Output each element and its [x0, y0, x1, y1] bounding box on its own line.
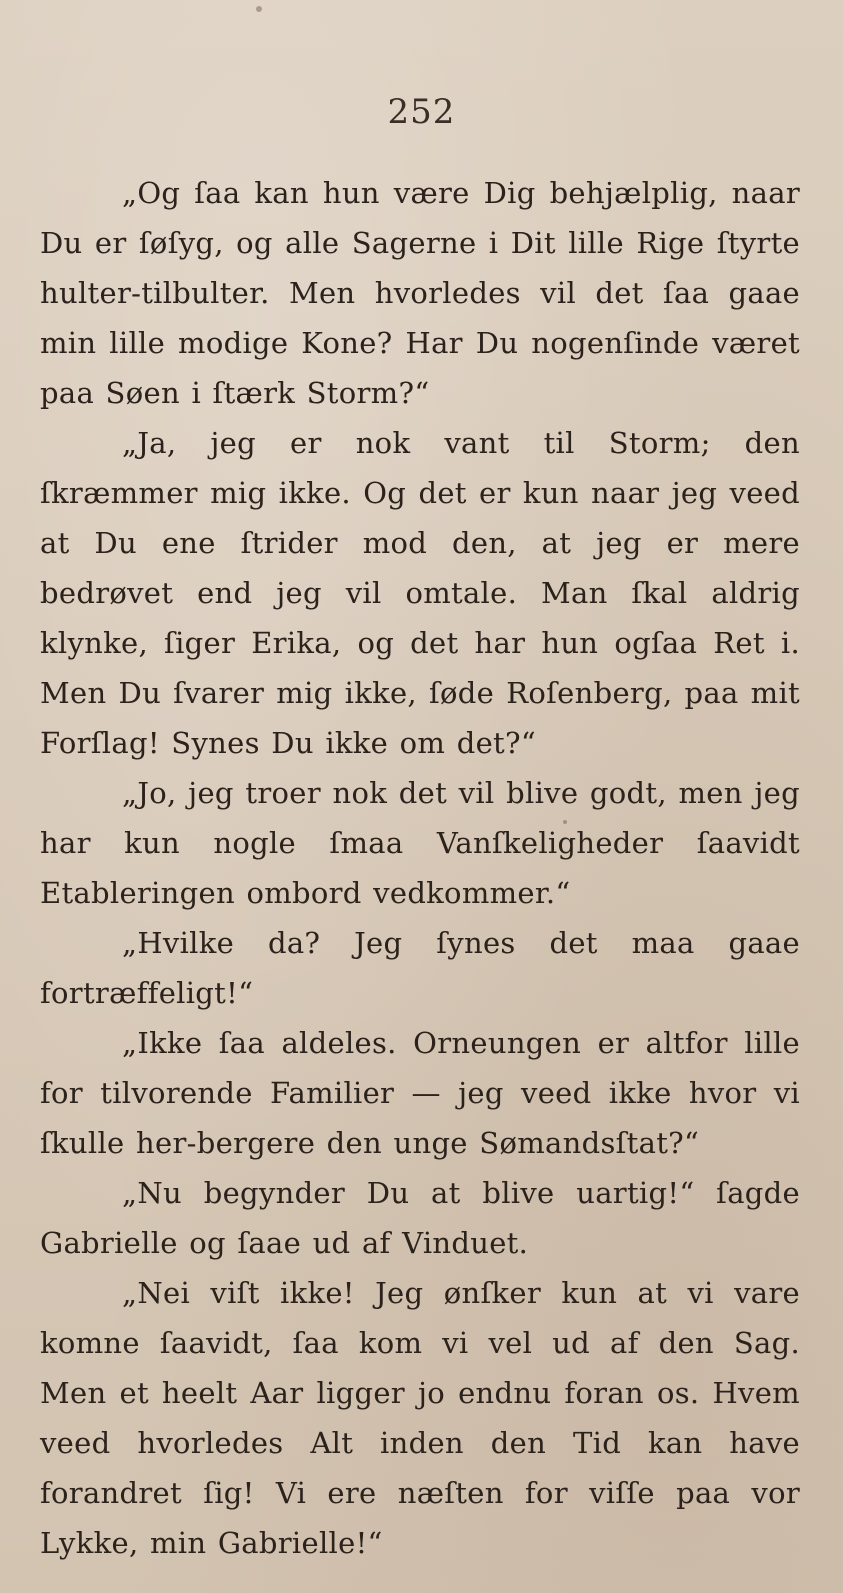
- paper-speck: [563, 820, 567, 824]
- paragraph: „Ja, jeg er nok vant til Storm; den ſkræmmer mig ikke. Og det er kun naar jeg veed at Du ene ſtrider mod den, at jeg er mere bedrøvet end jeg vil omtale. Man ſkal aldrig klynke, ſiger Erika, og det har hun ogſaa Ret i. Men Du ſvarer mig ikke, ſøde Roſenberg, paa mit Forſlag! Synes Du ikke om det?“: [40, 426, 800, 760]
- page-number: 252: [387, 92, 456, 132]
- paragraph: „Jo, jeg troer nok det vil blive godt, men jeg har kun nogle ſmaa Vanſkeligheder ſaavidt Etableringen ombord vedkommer.“: [40, 776, 800, 910]
- paragraph: „Nei viſt ikke! Jeg ønſker kun at vi vare komne ſaavidt, ſaa kom vi vel ud af den Sag. Men et heelt Aar ligger jo endnu foran os. Hvem veed hvorledes Alt inden den Tid kan have forandret ſig! Vi ere næſten for viſſe paa vor Lykke, min Gabrielle!“: [40, 1276, 800, 1560]
- paragraph: „Hvilke da? Jeg ſynes det maa gaae fortræffeligt!“: [40, 926, 800, 1010]
- paragraph: „Og ſaa kan hun være Dig behjælplig, naar Du er ſøſyg, og alle Sagerne i Dit lille Rige ſtyrte hulter-tilbulter. Men hvorledes vil det ſaa gaae min lille modige Kone? Har Du nogenſinde været paa Søen i ſtærk Storm?“: [40, 176, 800, 410]
- paragraph: „Ikke ſaa aldeles. Orneungen er altfor lille for tilvorende Familier — jeg veed ikke hvor vi ſkulle her-bergere den unge Sømandsſtat?“: [40, 1026, 800, 1160]
- text-block: [40, 168, 800, 1568]
- paper-speck: [256, 6, 262, 12]
- paragraph: „Nu begynder Du at blive uartig!“ ſagde Gabrielle og ſaae ud af Vinduet.: [40, 1176, 800, 1260]
